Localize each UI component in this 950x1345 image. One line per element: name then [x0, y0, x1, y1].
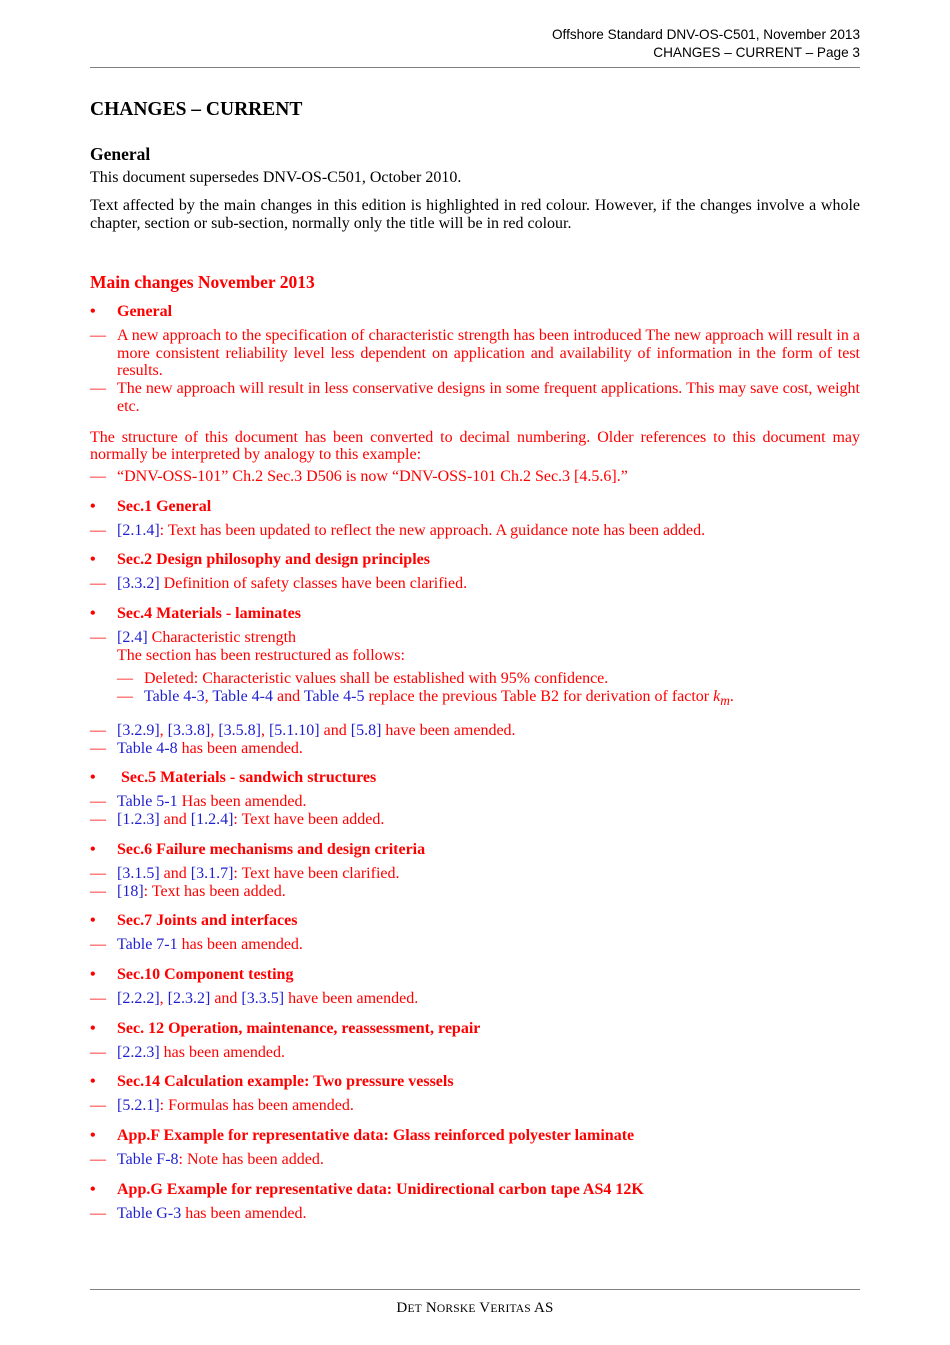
header-rule: [90, 67, 860, 68]
bullet-label: Sec. 12 Operation, maintenance, reassessment, repair: [117, 1019, 481, 1037]
dash-item: [90, 1097, 860, 1115]
bullet-icon: •: [90, 1180, 96, 1198]
dash-icon: —: [90, 521, 106, 539]
table-link[interactable]: Table 4-4: [212, 688, 273, 706]
page-header: [552, 26, 860, 62]
dash-text: : Formulas has been amended.: [159, 1097, 354, 1115]
table-link[interactable]: Table 4-3: [144, 688, 205, 706]
separator: and: [273, 688, 304, 706]
section-link[interactable]: [3.3.2]: [117, 575, 160, 593]
dash-icon: —: [90, 882, 106, 900]
bullet-icon: •: [90, 912, 96, 930]
dash-item: [90, 380, 860, 415]
dash-text: The new approach will result in less conservative designs in some frequent applications. This may save cost, weight etc.: [117, 380, 860, 415]
footer-part: ORSKE: [436, 1303, 476, 1315]
footer-part: V: [479, 1300, 491, 1316]
footer-part: ET: [407, 1303, 422, 1315]
dash-text: A new approach to the specification of characteristic strength has been introduced The new approach will result in a more consistent reliability level less dependent on application and availability of information in the form of test results.: [117, 327, 860, 380]
structure-paragraph: The structure of this document has been converted to decimal numbering. Older references to this document may normally be interpreted by analogy to this example:: [90, 428, 860, 464]
bullet-icon: •: [90, 303, 96, 320]
footer-rule: [90, 1289, 860, 1290]
dash-icon: —: [90, 793, 106, 811]
bullet-icon: •: [90, 965, 96, 983]
table-link[interactable]: Table 7-1: [117, 936, 178, 954]
dash-item: [90, 522, 860, 540]
page-title: CHANGES – CURRENT: [90, 99, 303, 120]
bullet-label: Sec.2 Design philosophy and design principles: [117, 551, 430, 569]
sub-dash-item: [117, 688, 860, 710]
table-link[interactable]: Table 4-8: [117, 739, 178, 757]
section-link[interactable]: [3.1.5]: [117, 864, 160, 882]
table-link[interactable]: Table 5-1: [117, 793, 178, 811]
dash-icon: —: [90, 1204, 106, 1222]
bullet-sec5: [90, 768, 860, 788]
bullet-icon: •: [90, 840, 96, 858]
bullet-icon: •: [90, 1127, 96, 1145]
dash-icon: —: [90, 629, 106, 647]
restructure-note: The section has been restructured as follows:: [117, 646, 405, 664]
separator: .: [729, 688, 734, 706]
bullet-label: Sec.14 Calculation example: Two pressure vessels: [117, 1073, 454, 1091]
dash-text: : Text has been added.: [143, 882, 286, 900]
dash-text: have been amended.: [381, 722, 516, 740]
section-link[interactable]: [5.2.1]: [117, 1097, 160, 1115]
bullet-sec12: [90, 1019, 860, 1039]
dash-item: [90, 883, 860, 901]
bullet-label: Sec.1 General: [117, 497, 212, 515]
bullet-sec1: [90, 497, 860, 517]
bullet-icon: •: [90, 605, 96, 623]
bullet-appg: [90, 1180, 860, 1200]
dash-text: : Text has been updated to reflect the new approach. A guidance note has been added.: [159, 521, 706, 539]
section-link[interactable]: [2.4]: [117, 629, 148, 647]
dash-item: [90, 468, 860, 486]
dash-text: “DNV-OSS-101” Ch.2 Sec.3 D506 is now “DNV-OSS-101 Ch.2 Sec.3 [4.5.6].”: [117, 467, 628, 485]
header-line-1: Offshore Standard DNV-OS-C501, November 2013: [551, 27, 860, 42]
section-link[interactable]: [2.2.3]: [117, 1043, 160, 1061]
dash-text: Characteristic strength: [147, 629, 297, 647]
page-footer: [0, 1300, 950, 1317]
table-link[interactable]: Table 4-5: [303, 688, 365, 706]
section-link[interactable]: [5.8]: [350, 722, 382, 740]
section-link[interactable]: [2.2.2]: [117, 989, 160, 1007]
dash-icon: —: [90, 1151, 106, 1169]
bullet-label: Sec.5 Materials - sandwich structures: [121, 769, 377, 787]
bullet-icon: •: [90, 497, 96, 515]
bullet-sec10: [90, 965, 860, 985]
dash-icon: —: [90, 575, 106, 593]
page-content: [90, 97, 860, 1222]
dash-icon: —: [90, 722, 106, 740]
dash-icon: —: [90, 936, 106, 954]
dash-text: replace the previous Table B2 for derivation of factor: [364, 688, 714, 706]
dash-text: Has been amended.: [177, 793, 307, 811]
section-link[interactable]: [3.1.7]: [190, 864, 234, 882]
section-link[interactable]: [2.3.2]: [167, 989, 211, 1007]
dash-icon: —: [90, 467, 106, 485]
dash-icon: —: [90, 380, 106, 398]
section-link[interactable]: [3.3.5]: [241, 989, 285, 1007]
bullet-sec6: [90, 840, 860, 860]
dash-icon: —: [90, 739, 106, 757]
separator: ,: [260, 722, 269, 740]
section-link[interactable]: [3.2.9]: [117, 722, 160, 740]
bullet-label: Sec.7 Joints and interfaces: [117, 912, 298, 930]
separator: and: [159, 811, 191, 829]
factor-subscript: m: [720, 693, 730, 709]
general-paragraph-1: This document supersedes DNV-OS-C501, October 2010.: [90, 169, 462, 186]
dash-text: have been amended.: [284, 989, 419, 1007]
dash-item: [90, 1205, 860, 1223]
dash-item: [90, 629, 860, 647]
dash-item: [90, 1151, 860, 1169]
table-link[interactable]: Table G-3: [117, 1204, 182, 1222]
section-link[interactable]: [1.2.4]: [190, 811, 234, 829]
factor-symbol: k: [713, 688, 721, 706]
separator: and: [210, 989, 242, 1007]
separator: ,: [210, 722, 219, 740]
footer-part: N: [425, 1300, 437, 1316]
section-link[interactable]: [3.5.8]: [218, 722, 261, 740]
dash-text: has been amended.: [159, 1043, 285, 1061]
dash-icon: —: [90, 811, 106, 829]
section-link[interactable]: [3.3.8]: [167, 722, 211, 740]
separator: ,: [159, 722, 168, 740]
main-changes-heading: Main changes November 2013: [90, 272, 315, 292]
footer-part: ERITAS: [490, 1303, 531, 1315]
bullet-icon: •: [90, 1019, 96, 1037]
dash-item: [90, 811, 860, 829]
dash-text: : Note has been added.: [178, 1151, 324, 1169]
dash-item: [90, 327, 860, 380]
dash-icon: —: [90, 989, 106, 1007]
bullet-label: Sec.4 Materials - laminates: [117, 605, 301, 623]
dash-item: [90, 575, 860, 593]
dash-icon: —: [90, 864, 106, 882]
dash-icon: —: [90, 1097, 106, 1115]
dash-text: : Text have been added.: [233, 811, 385, 829]
bullet-sec2: [90, 550, 860, 570]
footer-part: D: [396, 1300, 408, 1316]
bullet-icon: •: [90, 551, 96, 569]
dash-icon: —: [90, 327, 106, 344]
dash-item: [90, 865, 860, 883]
separator: and: [159, 864, 191, 882]
general-heading: General: [90, 144, 151, 164]
dash-item: [90, 722, 860, 740]
bullet-sec4: [90, 604, 860, 624]
bullet-icon: •: [90, 769, 96, 787]
bullet-appf: [90, 1126, 860, 1146]
section-link[interactable]: [5.1.10]: [268, 722, 320, 740]
dash-item: [90, 1044, 860, 1062]
dash-icon: —: [117, 670, 133, 688]
bullet-label: Sec.10 Component testing: [117, 965, 294, 983]
separator: ,: [204, 688, 213, 706]
bullet-label: General: [117, 303, 173, 320]
footer-part: AS: [534, 1300, 554, 1316]
dash-icon: —: [117, 688, 133, 706]
dash-text: : Text have been clarified.: [233, 864, 400, 882]
dash-text: has been amended.: [177, 936, 303, 954]
dash-item: [90, 793, 860, 811]
dash-text: has been amended.: [177, 739, 303, 757]
dash-item: [90, 936, 860, 954]
dash-text: Definition of safety classes have been clarified.: [159, 575, 468, 593]
bullet-general: [90, 302, 860, 322]
bullet-sec7: [90, 911, 860, 931]
section-link[interactable]: [1.2.3]: [117, 811, 160, 829]
dash-icon: —: [90, 1043, 106, 1061]
header-line-2: CHANGES – CURRENT – Page 3: [653, 45, 860, 60]
separator: ,: [159, 989, 168, 1007]
sub-dash-item: [117, 670, 860, 688]
table-link[interactable]: Table F-8: [117, 1151, 179, 1169]
bullet-icon: •: [90, 1073, 96, 1091]
section-link[interactable]: [2.1.4]: [117, 521, 160, 539]
bullet-label: Sec.6 Failure mechanisms and design criteria: [117, 840, 426, 858]
dash-item: [90, 740, 860, 758]
dash-text: has been amended.: [181, 1204, 307, 1222]
separator: and: [319, 722, 351, 740]
bullet-label: App.F Example for representative data: Glass reinforced polyester laminate: [117, 1127, 635, 1145]
section-link[interactable]: [18]: [117, 882, 144, 900]
bullet-label: App.G Example for representative data: Unidirectional carbon tape AS4 12K: [117, 1180, 644, 1198]
dash-item: [90, 990, 860, 1008]
general-paragraph-2: Text affected by the main changes in this edition is highlighted in red colour. However, if the changes involve a whole chapter, section or sub-section, normally only the title will be in red colour.: [90, 197, 860, 232]
bullet-sec14: [90, 1072, 860, 1092]
dash-text: Deleted: Characteristic values shall be established with 95% confidence.: [144, 670, 609, 688]
